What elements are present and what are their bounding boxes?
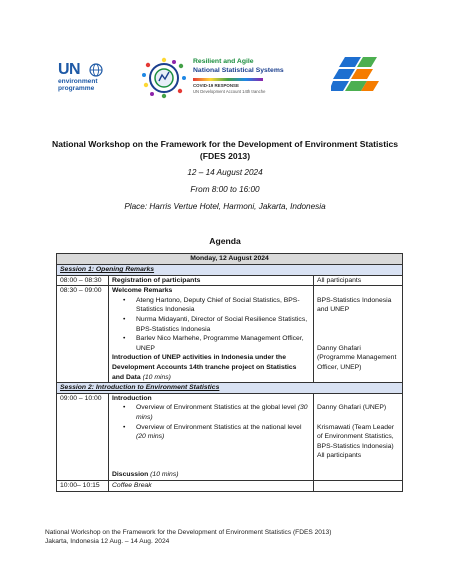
session1-label: Session 1: Opening Remarks [57,265,403,276]
participants-text: All participants [317,452,362,460]
nss-logo-line1: Resilient and Agile [193,58,254,65]
page-footer [45,529,331,547]
discussion-item [112,470,310,480]
bps-logo-icon [331,53,381,99]
table-row [57,275,403,286]
activity-cell: Coffee Break [109,481,314,492]
topic-duration: (30 mins) [136,404,308,421]
session-row [57,265,403,276]
activity-cell: Registration of participants [109,275,314,286]
unep-logo-line2: programme [58,85,95,93]
workshop-place: Place: Harris Vertue Hotel, Harmoni, Jakarta, Indonesia [124,202,326,211]
time-cell: 09:00 – 10:00 [57,393,109,480]
workshop-dates: 12 – 14 August 2024 [187,168,263,177]
nss-color-bar [193,78,263,81]
session-row [57,383,403,394]
participants-text: BPS-Statistics Indonesia and UNEP [317,296,392,314]
participants-text: Danny Ghafari (Programme Management Officer, UNEP) [317,344,397,371]
list-item [112,423,310,442]
footer-line1: National Workshop on the Framework for the Development of Environment Statistics (FDES 2013) [45,529,332,536]
workshop-time: From 8:00 to 16:00 [190,185,260,194]
topic-list [112,403,310,441]
nss-logo [141,57,331,99]
table-row [57,286,403,383]
nss-logo-line3: COVID-19 RESPONSE [193,83,239,88]
time-cell: 10:00– 10:15 [57,481,109,492]
nss-logo-line2: National Statistical Systems [193,67,284,74]
list-item [112,403,310,422]
agenda-heading: Agenda [209,236,241,246]
activity-heading: Welcome Remarks [112,287,173,295]
day-header-row [57,254,403,265]
participants-cell [314,481,403,492]
nss-logo-line4: UN Development Account 14th tranche [193,89,266,94]
unep-logo-line1: environment [58,78,98,85]
activity-cell [109,286,314,383]
agenda-table [56,253,403,492]
workshop-title [0,138,450,162]
footer-line2: Jakarta, Indonesia 12 Aug. – 14 Aug. 2024 [45,537,170,545]
topic-text: Overview of Environment Statistics at the global level [136,404,296,412]
session2-label: Session 2: Introduction to Environment Statistics [57,383,403,394]
participants-text: Krismawati (Team Leader of Environment Statistics, BPS-Statistics Indonesia) [317,423,395,450]
list-item: • Ateng Hartono, Deputy Chief of Social Statistics, BPS-Statistics Indonesia [112,296,310,315]
intro-item [112,353,310,382]
activity-cell [109,393,314,480]
list-item: • Barlev Nico Marhehe, Programme Management Officer, UNEP [112,334,310,353]
title-line2: (FDES 2013) [199,151,251,161]
day-label: Monday, 12 August 2024 [57,254,403,265]
participants-cell [314,286,403,383]
table-row [57,393,403,480]
topic-text: Overview of Environment Statistics at the national level [136,423,302,431]
unep-logo-un: UN [58,61,81,78]
participants-cell: All participants [314,275,403,286]
nss-wreath-icon [141,57,187,99]
time-cell: 08:00 – 08:30 [57,275,109,286]
speaker-list [112,296,310,354]
title-line1: National Workshop on the Framework for the Development of Environment Statistics [51,139,399,149]
intro-text: Introduction of UNEP activities in Indonesia under the Development Accounts 14th tranche project on Statistics and Data [112,354,297,381]
activity-heading: Introduction [112,394,152,402]
table-row [57,481,403,492]
unep-logo [58,62,118,96]
time-cell: 08:30 – 09:00 [57,286,109,383]
list-item: • Nurma Midayanti, Director of Social Resilience Statistics, BPS-Statistics Indonesia [112,315,310,334]
un-globe-icon [89,63,103,77]
participants-cell [314,393,403,480]
discussion-text: Discussion [112,471,149,479]
topic-duration: (20 mins) [136,433,165,441]
participants-text: Danny Ghafari (UNEP) [317,404,387,412]
logo-bar [0,50,450,102]
discussion-duration: (10 mins) [150,471,179,479]
intro-duration: (10 mins) [142,373,171,381]
